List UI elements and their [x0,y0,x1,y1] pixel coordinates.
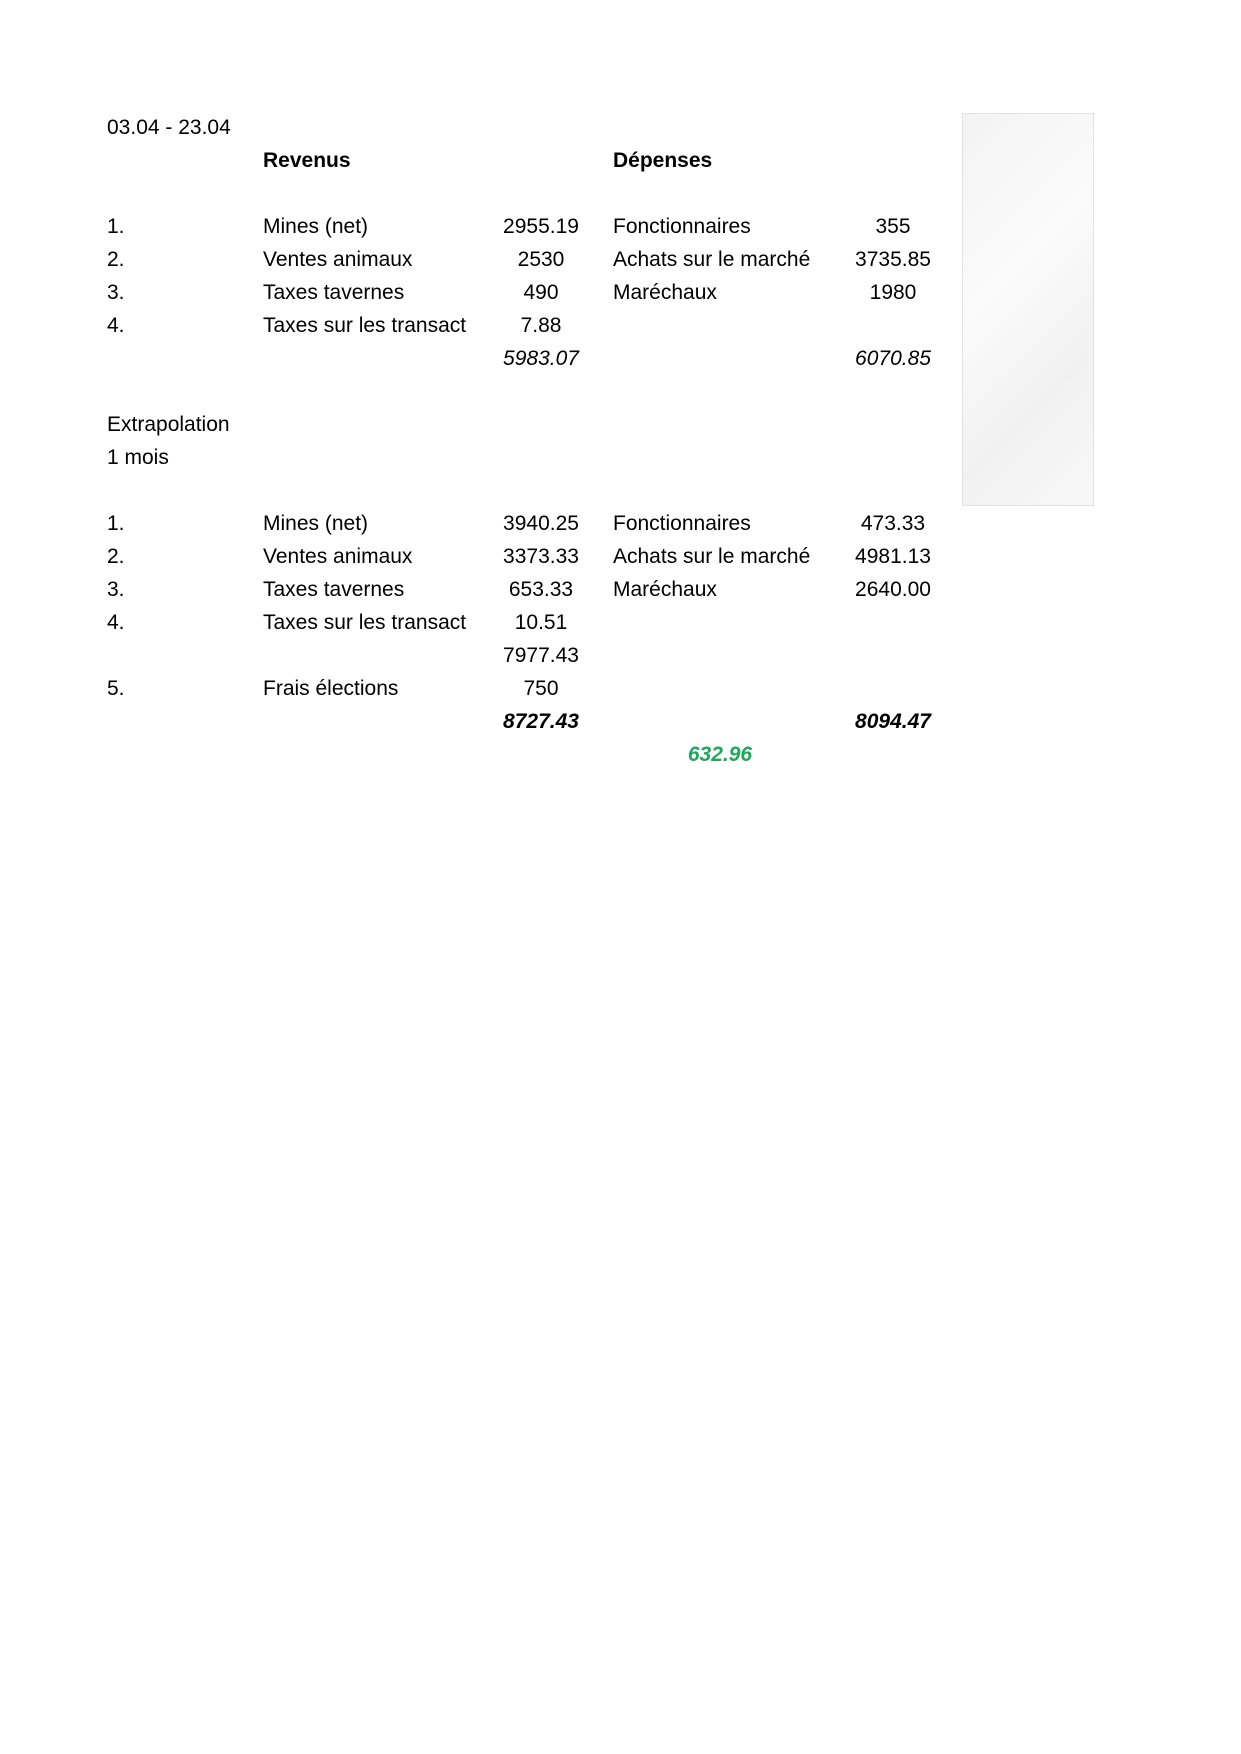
revenu-label: Ventes animaux [263,545,413,568]
total-depenses: 6070.85 [855,347,931,370]
revenu-value: 7.88 [520,314,562,337]
revenu-label: Taxes tavernes [263,281,405,304]
depense-label: Achats sur le marché [613,248,811,271]
depense-value: 473.33 [860,512,926,535]
table-row [0,507,1241,540]
embedded-image [962,113,1094,506]
revenu-label: Mines (net) [263,215,369,238]
row-number: 4. [107,314,125,337]
totals-row [0,705,1241,738]
revenu-value: 3373.33 [503,545,579,568]
total-revenus: 5983.07 [503,347,579,370]
revenus-header: Revenus [263,149,351,172]
row-number: 1. [107,512,125,535]
row-number: 2. [107,545,125,568]
extrapolation-subtitle: 1 mois [107,446,169,469]
depense-value: 4981.13 [855,545,931,568]
depense-value: 355 [875,215,911,238]
row-number: 2. [107,248,125,271]
table-row [0,606,1241,639]
revenu-value: 10.51 [514,611,568,634]
depense-label: Fonctionnaires [613,512,751,535]
revenu-value: 3940.25 [503,512,579,535]
revenu-label: Taxes sur les transact [263,611,467,634]
row-number: 4. [107,611,125,634]
row-number: 1. [107,215,125,238]
depense-label: Achats sur le marché [613,545,811,568]
total-depenses: 8094.47 [855,710,931,733]
revenu-value: 490 [523,281,559,304]
balance-row [0,738,1241,771]
subtotal-revenus: 7977.43 [503,644,579,667]
revenu-label: Taxes tavernes [263,578,405,601]
extrapolation-title: Extrapolation [107,413,230,436]
subtotal-row [0,639,1241,672]
table-row [0,672,1241,705]
revenu-label: Taxes sur les transact [263,314,467,337]
revenu-label: Frais élections [263,677,399,700]
row-number: 5. [107,677,125,700]
depense-value: 1980 [869,281,917,304]
table-row [0,573,1241,606]
balance-value: 632.96 [687,743,753,766]
table-row [0,540,1241,573]
depense-label: Maréchaux [613,281,717,304]
depenses-header: Dépenses [613,149,713,172]
row-number: 3. [107,281,125,304]
total-revenus: 8727.43 [503,710,579,733]
depense-label: Maréchaux [613,578,717,601]
revenu-value: 750 [523,677,559,700]
revenu-value: 2530 [517,248,565,271]
period-label: 03.04 - 23.04 [107,116,231,139]
revenu-label: Ventes animaux [263,248,413,271]
revenu-value: 653.33 [508,578,574,601]
depense-label: Fonctionnaires [613,215,751,238]
depense-value: 3735.85 [855,248,931,271]
revenu-label: Mines (net) [263,512,369,535]
depense-value: 2640.00 [855,578,931,601]
row-number: 3. [107,578,125,601]
revenu-value: 2955.19 [503,215,579,238]
